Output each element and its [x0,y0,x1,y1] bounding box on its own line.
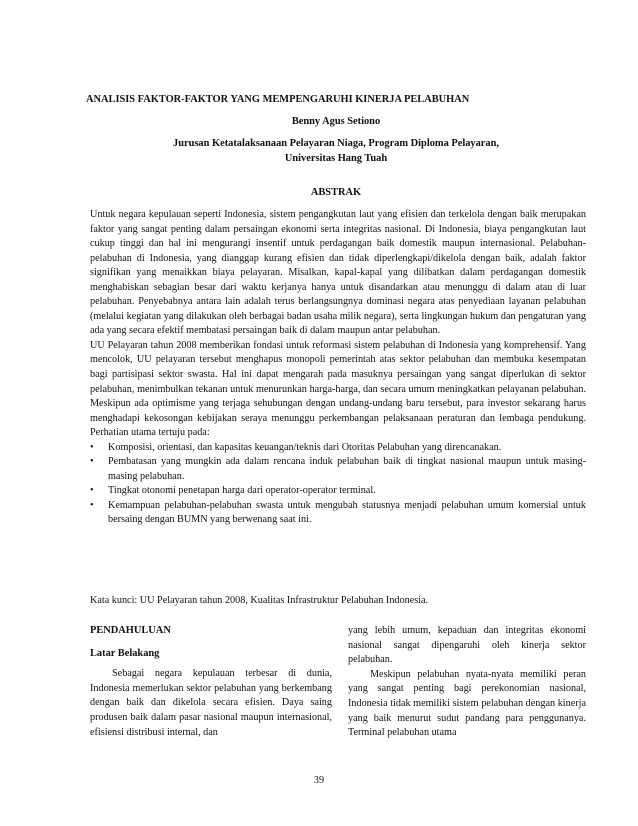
concern-list-item [90,484,586,499]
concern-list-item [90,455,586,484]
body-paragraph: Sebagai negara kepulauan terbesar di dunia, Indonesia memerlukan sektor pelabuhan yang berkembang dengan baik dan dikelola secara efisien. Daya saing produsen baik dalam pasar nasional maupun internasional, efisiensi distribusi internal, dan [90,668,332,738]
bullet-icon: • [90,456,94,468]
concern-text: Kemampuan pelabuhan-pelabuhan swasta untuk mengubah statusnya menjadi pelabuhan umum komersial untuk bersaing dengan BUMN yang berwenang saat ini. [108,499,586,526]
abstract-paragraph-2: UU Pelayaran tahun 2008 memberikan fondasi untuk reformasi sistem pelabuhan di Indonesia yang komprehensif. Yang mencolok, UU pelayaran tersebut menghapus monopoli pemerintah atas sektor pelabuhan dan membuka kesempatan bagi partisipasi sektor swasta. Hal ini dapat mengarah pada masuknya persaingan yang sangat diperlukan di sektor pelabuhan, menimbulkan tekanan untuk menurunkan harga-harga, dan secara umum meningkatkan pelayanan pelabuhan. Meskipun ada optimisme yang terjaga sehubungan dengan undang-undang baru tersebut, para investor sekarang harus menghadapi kekosongan kebijakan seraya menunggu perkembangan pelaksanaan peraturan dan lembaga pendukung. Perhatian utama tertuju pada: [90,339,586,439]
concern-text: Pembatasan yang mungkin ada dalam rencana induk pelabuhan baik di tingkat nasional maupun untuk masing-masing pelabuhan. [108,456,586,482]
concern-list [90,441,586,528]
bullet-icon: • [90,441,94,453]
concern-text: Tingkat otonomi penetapan harga dari operator-operator terminal. [108,485,376,497]
page-number: 39 [313,775,325,786]
concern-list-item [90,441,586,456]
keywords: Kata kunci: UU Pelayaran tahun 2008, Kualitas Infrastruktur Pelabuhan Indonesia. [90,595,429,606]
right-column [348,624,586,741]
concern-text: Komposisi, orientasi, dan kapasitas keuangan/teknis dari Otoritas Pelabuhan yang direncanakan. [108,441,502,453]
author-affiliation [86,137,586,166]
abstract-heading: ABSTRAK [310,187,362,198]
abstract-paragraph-1: Untuk negara kepulauan seperti Indonesia, sistem pengangkutan laut yang efisien dan terkelola dengan baik merupakan faktor yang sangat penting dalam persaingan ekonomi serta integritas nasional. Di Indonesia, biaya pengangkutan laut cukup tinggi dan hal ini mengurangi insentif untuk perdagangan baik domestik maupun internasional. Pelabuhan-pelabuhan di Indonesia, yang dianggap kurang efisien dan tidak diperlengkapi/dikelola dengan baik, adalah faktor signifikan yang menaikkan biaya pelayaran. Misalkan, kapal-kapal yang dilibatkan dalam perdagangan domestik menghabiskan sebagian besar dari waktu kerjanya hanya untuk disandarkan atau menunggu di dalam atau di luar pelabuhan. Penyebabnya antara lain adalah terus berlangsungnya dominasi negara atas penyediaan layanan pelabuhan (melalui kegiatan yang dilakukan oleh berbagai badan usaha milik negara), serta lingkungan hukum dan pengaturan yang ada yang secara efektif membatasi persaingan baik di dalam maupun antar pelabuhan. [90,209,586,337]
section-heading: PENDAHULUAN [90,625,171,636]
affiliation-line-2: Universitas Hang Tuah [284,152,388,164]
left-column [90,624,332,740]
paper-title: ANALISIS FAKTOR-FAKTOR YANG MEMPENGARUHI KINERJA PELABUHAN [86,94,470,105]
subsection-heading: Latar Belakang [90,647,160,659]
bullet-icon: • [90,499,94,511]
concern-list-item [90,499,586,528]
affiliation-line-1: Jurusan Ketatalaksanaan Pelayaran Niaga, Program Diploma Pelayaran, [173,138,499,149]
bullet-icon: • [90,485,94,497]
body-paragraph: Meskipun pelabuhan nyata-nyata memiliki peran yang sangat penting bagi perekonomian nasional, Indonesia tidak memiliki sistem pelabuhan dengan kinerja yang baik menurut sudut pandang para penggunanya. Terminal pelabuhan utama [348,668,586,739]
abstract-body [90,208,586,528]
author-name: Benny Agus Setiono [291,116,381,127]
body-paragraph: yang lebih umum, kepaduan dan integritas ekonomi nasional sangat dipengaruhi oleh kinerja sektor pelabuhan. [348,625,586,666]
